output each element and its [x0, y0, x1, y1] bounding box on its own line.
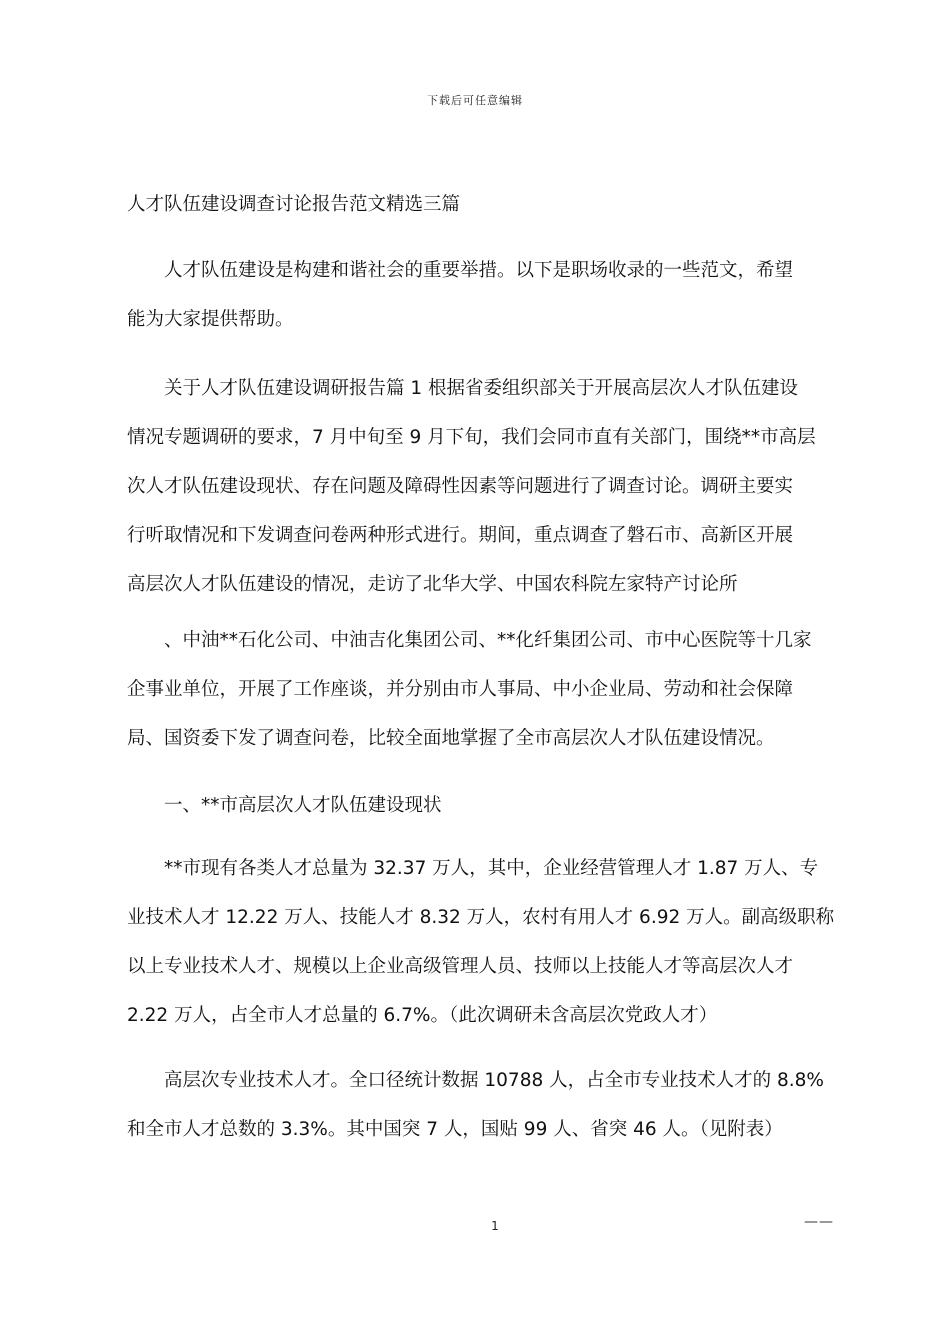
senior-talent-paragraph — [127, 1056, 837, 1154]
survey-continued-paragraph — [127, 616, 837, 763]
section-heading-text: 一、**市高层次人才队伍建设现状 — [164, 795, 442, 816]
survey-line: 高层次人才队伍建设的情况，走访了北华大学、中国农科院左家特产讨论所 — [127, 574, 738, 595]
stats-line: **市现有各类人才总量为 32.37 万人，其中，企业经营管理人才 1.87 万人、专 — [164, 858, 819, 879]
survey-cont-line: 局、国资委下发了调查问卷，比较全面地掌握了全市高层次人才队伍建设情况。 — [127, 728, 775, 749]
footer-dash: —— — [804, 1214, 834, 1230]
senior-line: 和全市人才总数的 3.3%。其中国突 7 人，国贴 99 人、省突 46 人。（见附表） — [127, 1119, 783, 1140]
survey-cont-line: 、中油**石化公司、中油吉化集团公司、**化纤集团公司、市中心医院等十几家 — [164, 630, 812, 651]
survey-line: 行听取情况和下发调查问卷两种形式进行。期间，重点调查了磐石市、高新区开展 — [127, 525, 794, 546]
intro-paragraph — [127, 246, 837, 344]
stats-line: 业技术人才 12.22 万人、技能人才 8.32 万人，农村有用人才 6.92 万人。副高级职称 — [127, 907, 835, 928]
intro-line: 能为大家提供帮助。 — [127, 309, 294, 330]
stats-line: 以上专业技术人才、规模以上企业高级管理人员、技师以上技能人才等高层次人才 — [127, 956, 794, 977]
section-heading — [127, 781, 837, 830]
intro-line: 人才队伍建设是构建和谐社会的重要举措。以下是职场收录的一些范文，希望 — [164, 260, 794, 281]
survey-line: 关于人才队伍建设调研报告篇 1 根据省委组织部关于开展高层次人才队伍建设 — [164, 378, 799, 399]
stats-paragraph — [127, 844, 837, 1040]
survey-line: 次人才队伍建设现状、存在问题及障碍性因素等问题进行了调查讨论。调研主要实 — [127, 476, 794, 497]
page-header: 下载后可任意编辑 — [427, 94, 523, 107]
survey-paragraph — [127, 364, 837, 609]
stats-line: 2.22 万人，占全市人才总量的 6.7%。（此次调研未含高层次党政人才） — [127, 1005, 718, 1026]
senior-line: 高层次专业技术人才。全口径统计数据 10788 人，占全市专业技术人才的 8.8% — [164, 1070, 824, 1091]
survey-line: 情况专题调研的要求，7 月中旬至 9 月下旬，我们会同市直有关部门，围绕**市高层 — [127, 427, 816, 448]
page-number: 1 — [491, 1219, 499, 1233]
survey-cont-line: 企事业单位，开展了工作座谈，并分别由市人事局、中小企业局、劳动和社会保障 — [127, 679, 794, 700]
document-title: 人才队伍建设调查讨论报告范文精选三篇 — [127, 194, 461, 215]
